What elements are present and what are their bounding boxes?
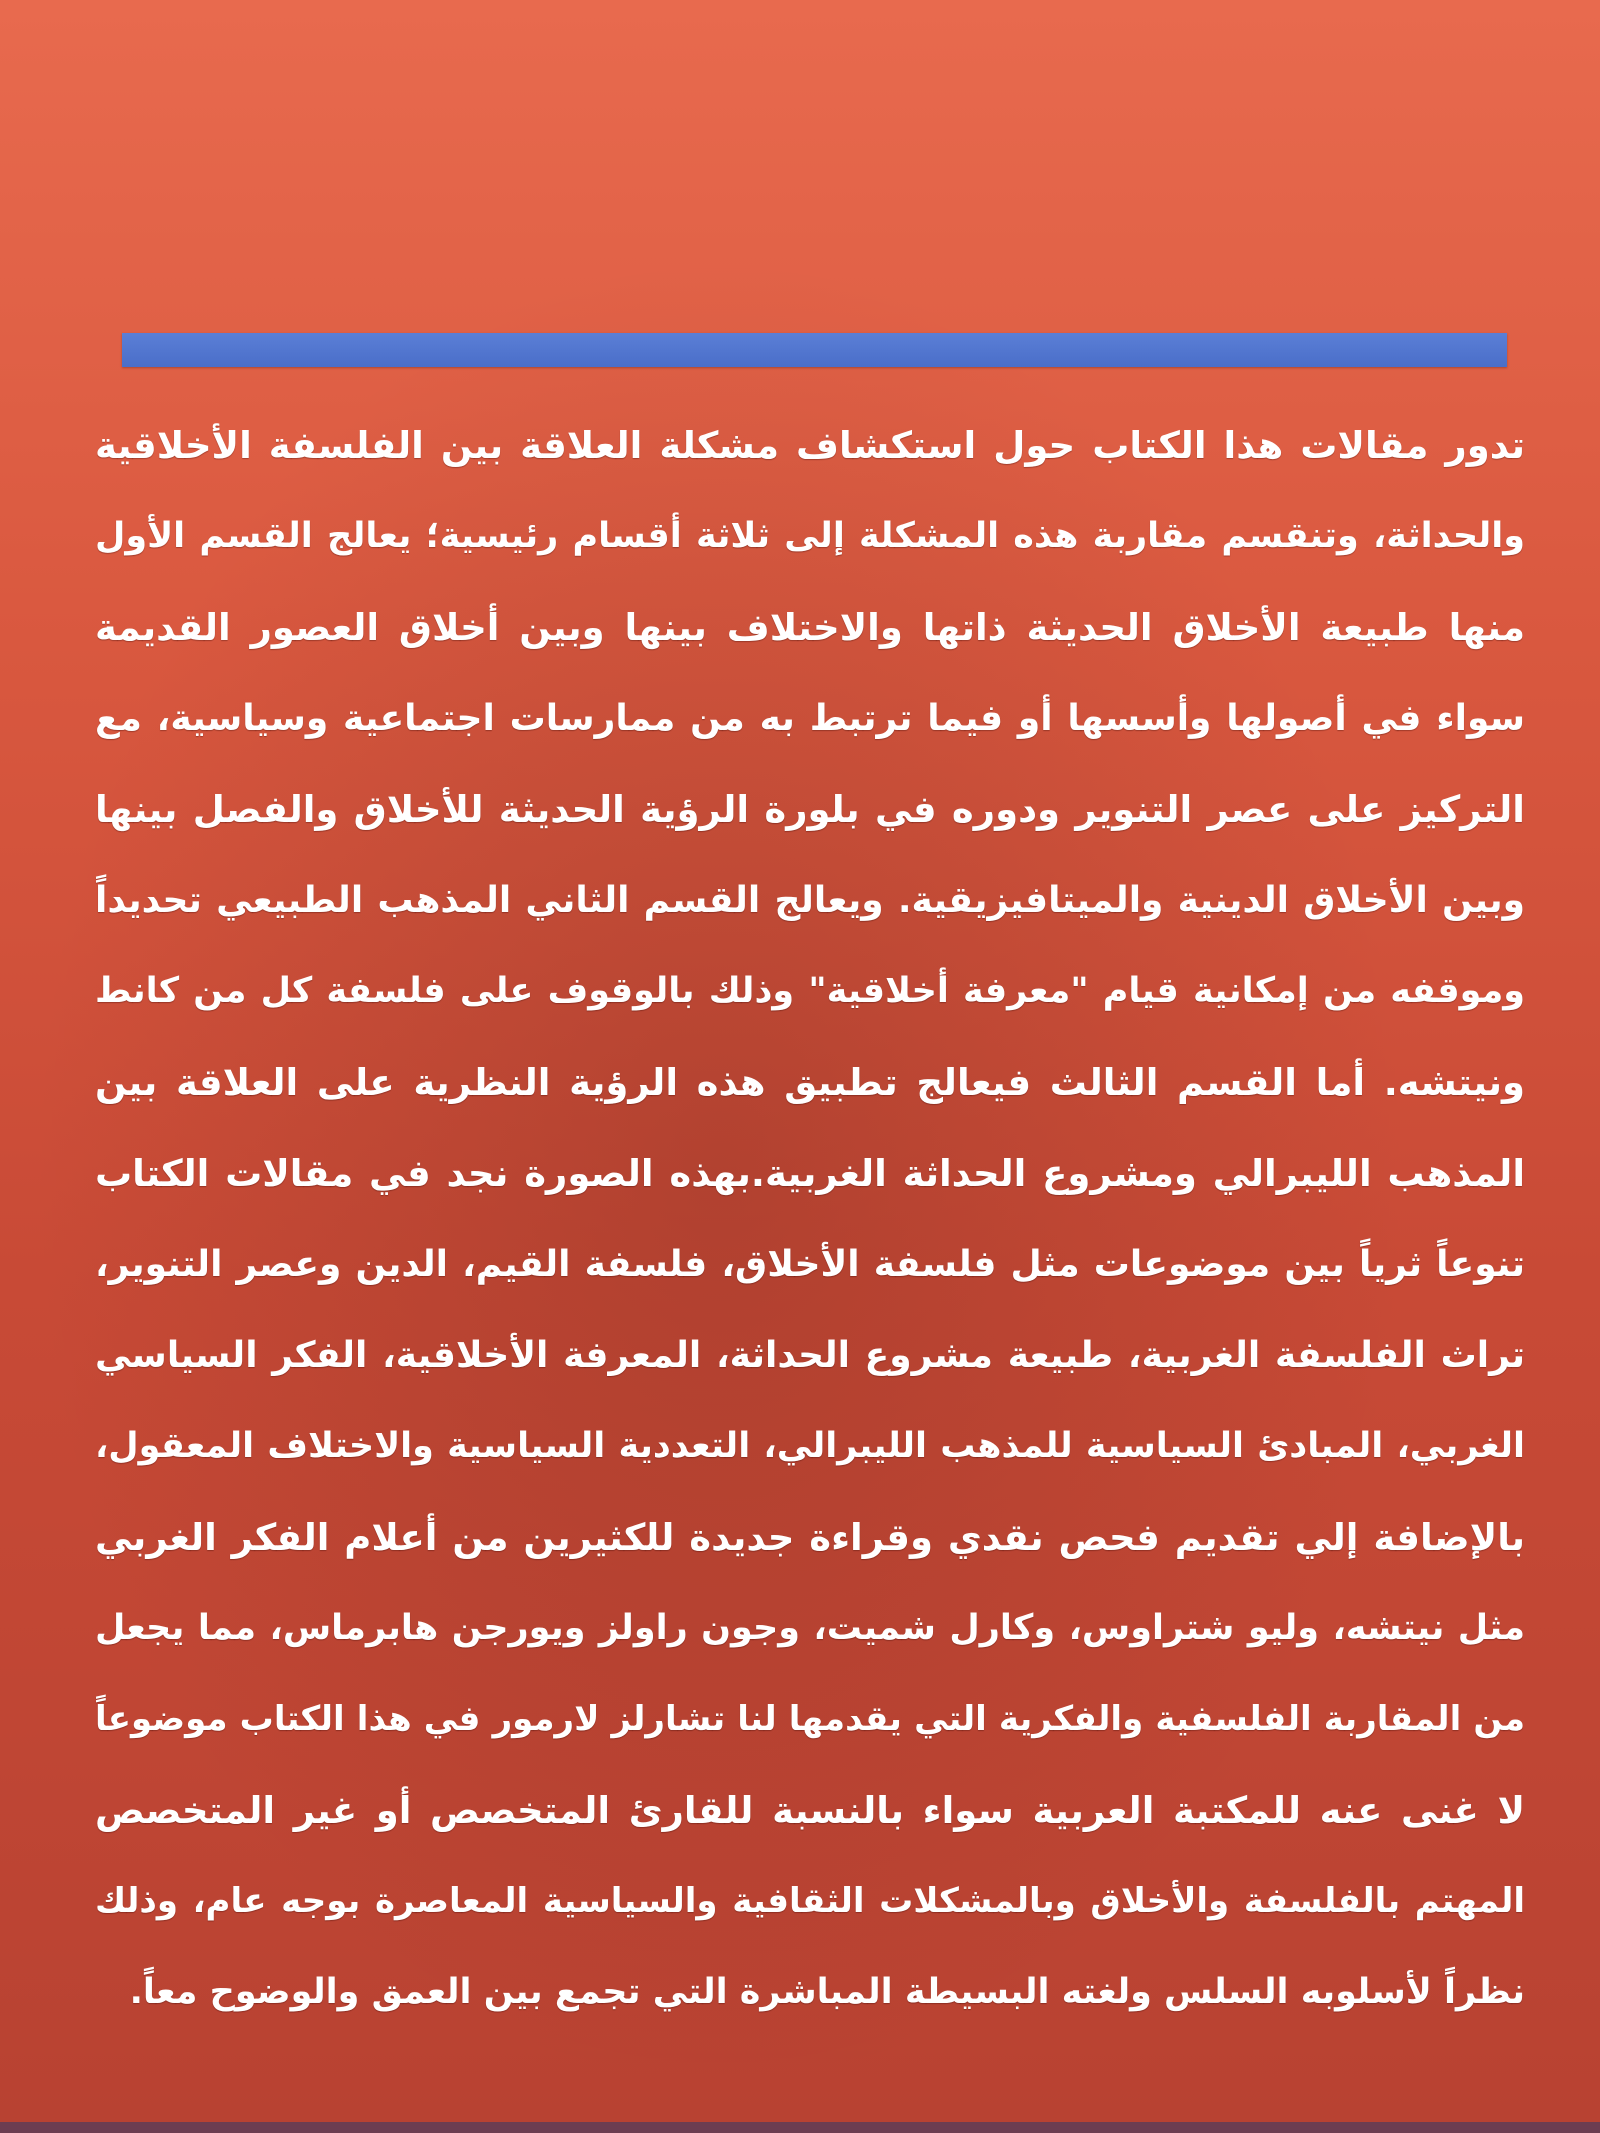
- blurb-line: وموقفه من إمكانية قيام "معرفة أخلاقية" وذلك بالوقوف على فلسفة كل من كانط: [95, 971, 1525, 1011]
- blurb-line: وبين الأخلاق الدينية والميتافيزيقية. ويعالج القسم الثاني المذهب الطبيعي تحديداً: [95, 880, 1525, 921]
- blurb-line: منها طبيعة الأخلاق الحديثة ذاتها والاختلاف بينها وبين أخلاق العصور القديمة: [95, 606, 1525, 649]
- blurb-line: الغربي، المبادئ السياسية للمذهب الليبرالي، التعددية السياسية والاختلاف المعقول،: [95, 1426, 1525, 1466]
- blurb-line: بالإضافة إلي تقديم فحص نقدي وقراءة جديدة للكثيرين من أعلام الفكر الغربي: [95, 1516, 1525, 1559]
- blurb-line: نظراً لأسلوبه السلس ولغته البسيطة المباشرة التي تجمع بين العمق والوضوح معاً.: [129, 1972, 1525, 2012]
- blurb-line: والحداثة، وتنقسم مقاربة هذه المشكلة إلى ثلاثة أقسام رئيسية؛ يعالج القسم الأول: [95, 516, 1525, 556]
- blurb-line: لا غنى عنه للمكتبة العربية سواء بالنسبة للقارئ المتخصص أو غير المتخصص: [95, 1789, 1525, 1832]
- blurb-line: تنوعاً ثرياً بين موضوعات مثل فلسفة الأخلاق، فلسفة القيم، الدين وعصر التنوير،: [95, 1244, 1525, 1285]
- blurb-line: تدور مقالات هذا الكتاب حول استكشاف مشكلة العلاقة بين الفلسفة الأخلاقية: [95, 424, 1525, 467]
- blurb-line: مثل نيتشه، وليو شتراوس، وكارل شميت، وجون راولز ويورجن هابرماس، مما يجعل: [95, 1608, 1525, 1648]
- blurb-line: تراث الفلسفة الغربية، طبيعة مشروع الحداثة، المعرفة الأخلاقية، الفكر السياسي: [95, 1335, 1525, 1376]
- blurb-line: من المقاربة الفلسفية والفكرية التي يقدمها لنا تشارلز لارمور في هذا الكتاب موضوعاً: [95, 1699, 1525, 1739]
- blurb-line: ونيتشه. أما القسم الثالث فيعالج تطبيق هذه الرؤية النظرية على العلاقة بين: [95, 1061, 1525, 1104]
- bottom-edge-strip: [0, 2122, 1600, 2133]
- blurb-line: المهتم بالفلسفة والأخلاق وبالمشكلات الثقافية والسياسية المعاصرة بوجه عام، وذلك: [95, 1881, 1525, 1921]
- blurb-line: التركيز على عصر التنوير ودوره في بلورة الرؤية الحديثة للأخلاق والفصل بينها: [95, 788, 1525, 831]
- blurb-line: المذهب الليبرالي ومشروع الحداثة الغربية.بهذه الصورة نجد في مقالات الكتاب: [95, 1152, 1525, 1195]
- cover-blurb: [95, 400, 1525, 2038]
- decorative-blue-bar: [122, 333, 1507, 367]
- blurb-line: سواء في أصولها وأسسها أو فيما ترتبط به من ممارسات اجتماعية وسياسية، مع: [95, 698, 1525, 739]
